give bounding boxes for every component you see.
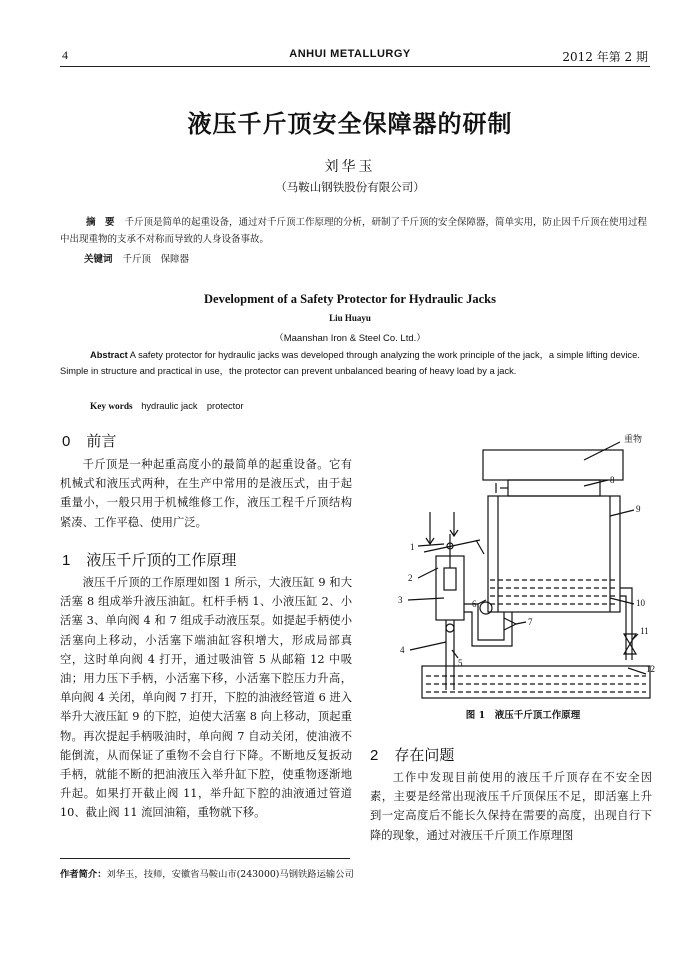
english-abstract-text: A safety protector for hydraulic jacks was developed through analyzing the work principle of the jack，a simple lifting device. Simple in structure and practical in use，the protector can prevent unbalanced bearing of heavy load by a jack.: [60, 350, 640, 376]
english-author: Liu Huayu: [329, 313, 371, 323]
page-number: 4: [62, 48, 68, 62]
author-affiliation: （马鞍山钢铁股份有限公司）: [275, 180, 425, 194]
section-1-number: 1: [62, 552, 71, 569]
author-footnote: [60, 866, 354, 880]
oil-tank: [422, 666, 650, 698]
section-0-paragraph: 千斤顶是一种起重高度小的最简单的起重设备。它有机械式和液压式两种，在生产中常用的是液压式，由于起重量小，一般只用于机械维修工作，液压工程千斤顶结构紧凑、工作平稳、使用广泛。: [60, 458, 352, 529]
hydraulic-jack-diagram: [388, 428, 658, 706]
footnote-rule: [60, 858, 350, 859]
footnote-label: 作者简介：: [60, 869, 107, 880]
abstract-zh: [60, 214, 650, 248]
section-1-body: [60, 573, 352, 823]
paper-title: 液压千斤顶安全保障器的研制: [187, 109, 513, 138]
keywords-zh-text: 千斤顶 保障器: [122, 254, 190, 265]
section-2-title: 存在问题: [394, 746, 455, 764]
keywords-zh-label: 关键词: [84, 254, 113, 265]
english-title: Development of a Safety Protector for Hydraulic Jacks: [204, 292, 496, 306]
author-name: 刘华玉: [324, 159, 376, 175]
label-12: 12: [646, 664, 655, 674]
footnote-text: 刘华玉，技师，安徽省马鞍山市(243000)马钢铁路运输公司: [106, 869, 354, 880]
figure-caption: 图 1 液压千斤顶工作原理: [465, 710, 581, 721]
section-2-heading: [370, 744, 454, 765]
label-10: 10: [636, 598, 645, 608]
section-1-paragraph: 液压千斤顶的工作原理如图 1 所示，大液压缸 9 和大活塞 8 组成举升液压油缸。杠杆手柄 1、小液压缸 2、小活塞 3、单向阀 4 和 7 组成手动液压泵。如提起手柄使小活塞向上移动，小活塞下端油缸容积增大，形成局部真空，这时单向阀 4 打开，通过吸油管 5 从邮箱 12 中吸油；用力压下手柄，小活塞下移，小活塞下腔压力升高，单向阀 4 关闭，单向阀 7 打开，下腔的油液经管道 6 进入举升大液压缸 9 的下腔，迫使大活塞 8 向上移动，顶起重物。再次提起手柄吸油时，单向阀 7 自动关闭，使油液不能倒流，从而保证了重物不会自行下降。不断地反复扳动手柄，就能不断的把油液压入举升缸下腔，使重物逐渐地升起。如果打开截止阀 11，举升缸下腔的油液通过管道 10、截止阀 11 流回油箱，重物就下移。: [60, 576, 352, 820]
english-keywords-text: hydraulic jack protector: [141, 401, 244, 411]
section-0-title: 前言: [86, 432, 117, 450]
keywords-zh: [84, 251, 189, 265]
label-9: 9: [636, 504, 641, 514]
lever-handle: [424, 540, 480, 552]
weight-block: [483, 450, 623, 480]
label-7: 7: [528, 617, 533, 627]
english-keywords: [90, 398, 244, 412]
label-3: 3: [398, 595, 403, 605]
section-2-paragraph: 工作中发现目前使用的液压千斤顶存在不安全因素，主要是经常出现液压千斤顶保压不足，即活塞上升到一定高度后不能长久保持在需要的高度，出现自行下降的现象，通过对液压千斤顶工作原理图: [370, 771, 652, 842]
section-2-body: [370, 768, 652, 845]
section-1-heading: [62, 549, 236, 570]
section-1-title: 液压千斤顶的工作原理: [86, 551, 237, 569]
english-abstract-label: Abstract: [90, 350, 128, 360]
issue-label: 2012 年第 2 期: [562, 50, 648, 64]
abstract-zh-text: 千斤顶是简单的起重设备，通过对千斤顶工作原理的分析，研制了千斤顶的安全保障器，简单实用，防止因千斤顶在使用过程中出现重物的支承不对称而导致的人身设备事故。: [60, 217, 648, 245]
header-rule: [60, 66, 650, 67]
label-6: 6: [472, 599, 477, 609]
journal-name: ANHUI METALLURGY: [289, 48, 411, 60]
label-8: 8: [610, 475, 615, 485]
label-11: 11: [640, 626, 649, 636]
label-5: 5: [458, 658, 463, 668]
section-0-number: 0: [62, 433, 71, 450]
label-1: 1: [410, 542, 415, 552]
large-cylinder: [488, 496, 620, 612]
section-2-number: 2: [370, 747, 379, 764]
section-0-body: [60, 455, 352, 532]
label-weight: 重物: [624, 434, 643, 444]
section-0-heading: [62, 430, 116, 451]
label-2: 2: [408, 573, 413, 583]
english-keywords-label: Key words: [90, 402, 133, 412]
english-abstract: [60, 347, 652, 379]
label-4: 4: [400, 645, 405, 655]
large-piston: [508, 480, 600, 496]
abstract-zh-label: 摘 要: [86, 217, 115, 228]
english-affiliation: （Maanshan Iron & Steel Co. Ltd.）: [274, 333, 426, 344]
